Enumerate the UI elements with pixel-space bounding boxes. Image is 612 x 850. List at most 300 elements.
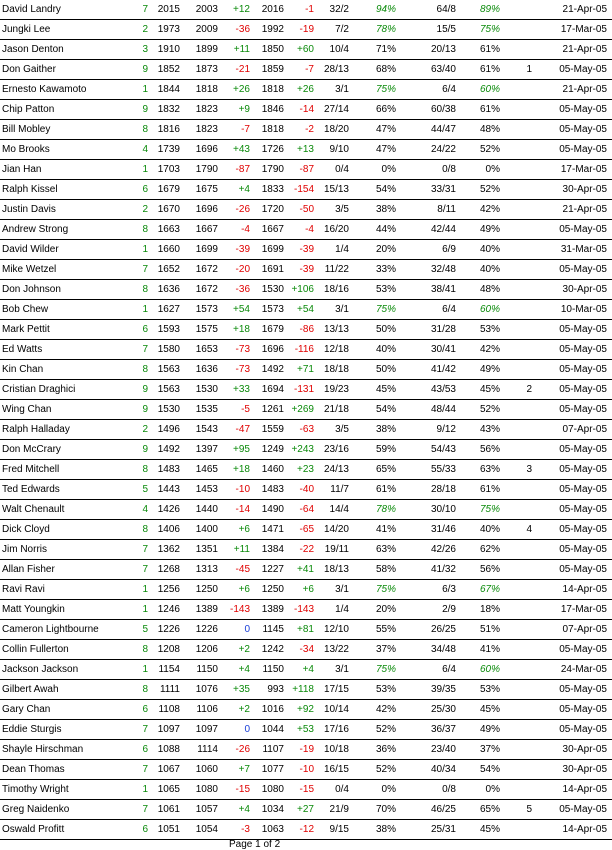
player-name: Bob Chew xyxy=(2,304,49,315)
match-record: 27/14 xyxy=(323,104,349,115)
match-win-pct: 54% xyxy=(375,404,396,415)
match-win-pct: 52% xyxy=(375,764,396,775)
last-played-date: 17-Mar-05 xyxy=(560,24,607,35)
rating-initial: 1818 xyxy=(261,124,284,135)
game-win-pct: 45% xyxy=(479,824,500,835)
rating-initial: 1573 xyxy=(261,304,284,315)
rating-change-total: -10 xyxy=(299,764,314,775)
match-win-pct: 36% xyxy=(375,744,396,755)
last-played-date: 05-May-05 xyxy=(559,504,607,515)
game-record: 42/44 xyxy=(430,224,456,235)
match-win-pct: 53% xyxy=(375,684,396,695)
rating-change-total: -143 xyxy=(293,604,314,615)
rating-change: -20 xyxy=(235,264,250,275)
rating-current: 1563 xyxy=(157,384,180,395)
match-win-pct: 52% xyxy=(375,724,396,735)
game-win-pct: 63% xyxy=(479,464,500,475)
rating-change: -73 xyxy=(235,364,250,375)
rating-change-total: +26 xyxy=(297,84,314,95)
match-win-pct: 33% xyxy=(375,264,396,275)
last-played-date: 30-Apr-05 xyxy=(562,284,607,295)
rating-current: 1208 xyxy=(157,644,180,655)
last-played-date: 05-May-05 xyxy=(559,724,607,735)
player-name: Jim Norris xyxy=(2,544,47,555)
match-win-pct: 47% xyxy=(375,144,396,155)
game-record: 6/4 xyxy=(442,84,456,95)
last-played-date: 05-May-05 xyxy=(559,64,607,75)
games-count: 1 xyxy=(142,664,148,675)
game-record: 38/41 xyxy=(430,284,456,295)
rating-change-total: -131 xyxy=(293,384,314,395)
player-name: Don McCrary xyxy=(2,444,61,455)
player-name: Kin Chan xyxy=(2,364,44,375)
table-row xyxy=(0,540,612,560)
rating-initial: 1699 xyxy=(261,244,284,255)
game-record: 39/35 xyxy=(430,684,456,695)
rating-previous: 1397 xyxy=(195,444,218,455)
games-count: 4 xyxy=(142,144,148,155)
rating-initial: 1261 xyxy=(261,404,284,415)
games-count: 9 xyxy=(142,404,148,415)
game-win-pct: 52% xyxy=(479,184,500,195)
last-played-date: 21-Apr-05 xyxy=(562,84,607,95)
table-row xyxy=(0,680,612,700)
game-win-pct: 52% xyxy=(479,404,500,415)
rating-initial: 1471 xyxy=(261,524,284,535)
games-count: 6 xyxy=(142,744,148,755)
rating-previous: 1873 xyxy=(195,64,218,75)
last-played-date: 07-Apr-05 xyxy=(562,624,607,635)
rating-current: 1832 xyxy=(157,104,180,115)
last-played-date: 14-Apr-05 xyxy=(562,784,607,795)
game-win-pct: 67% xyxy=(479,584,500,595)
rating-change: -143 xyxy=(229,604,250,615)
game-win-pct: 65% xyxy=(479,804,500,815)
player-name: Jason Denton xyxy=(2,44,64,55)
game-win-pct: 61% xyxy=(479,104,500,115)
rating-initial: 1016 xyxy=(261,704,284,715)
match-record: 11/7 xyxy=(330,484,349,495)
last-played-date: 05-May-05 xyxy=(559,144,607,155)
player-name: Gary Chan xyxy=(2,704,51,715)
rating-change: +35 xyxy=(233,684,250,695)
rating-change-total: -50 xyxy=(299,204,314,215)
rating-change: +4 xyxy=(238,804,250,815)
game-record: 40/34 xyxy=(430,764,456,775)
rating-previous: 1696 xyxy=(195,144,218,155)
last-played-date: 30-Apr-05 xyxy=(562,744,607,755)
rating-initial: 1483 xyxy=(261,484,284,495)
match-win-pct: 0% xyxy=(381,164,396,175)
match-record: 1/4 xyxy=(335,604,349,615)
rating-change-total: +60 xyxy=(297,44,314,55)
game-win-pct: 45% xyxy=(479,704,500,715)
match-record: 18/13 xyxy=(323,564,349,575)
rating-change: +11 xyxy=(233,544,250,555)
game-win-pct: 62% xyxy=(479,544,500,555)
match-win-pct: 75% xyxy=(375,584,396,595)
rating-change-total: -39 xyxy=(299,244,314,255)
rating-change-total: +4 xyxy=(302,664,314,675)
rating-change-total: -14 xyxy=(299,104,314,115)
last-played-date: 30-Apr-05 xyxy=(562,184,607,195)
table-row xyxy=(0,460,612,480)
player-name: Justin Davis xyxy=(2,204,56,215)
game-record: 36/37 xyxy=(430,724,456,735)
page-footer: Page 1 of 2 xyxy=(229,839,281,850)
table-row xyxy=(0,140,612,160)
table-row xyxy=(0,320,612,340)
match-record: 3/1 xyxy=(335,304,349,315)
match-record: 21/9 xyxy=(329,804,349,815)
last-played-date: 05-May-05 xyxy=(559,804,607,815)
rating-current: 1362 xyxy=(157,544,180,555)
rating-initial: 2016 xyxy=(261,4,284,15)
match-record: 10/18 xyxy=(323,744,349,755)
game-win-pct: 42% xyxy=(479,204,500,215)
rating-current: 1246 xyxy=(157,604,180,615)
table-row xyxy=(0,620,612,640)
game-record: 9/12 xyxy=(436,424,456,435)
games-count: 7 xyxy=(142,564,148,575)
rating-change: -87 xyxy=(235,164,250,175)
rating-previous: 1250 xyxy=(195,584,218,595)
rating-current: 1226 xyxy=(157,624,180,635)
player-name: Mike Wetzel xyxy=(2,264,57,275)
match-record: 15/13 xyxy=(323,184,349,195)
table-row xyxy=(0,40,612,60)
rating-current: 1580 xyxy=(157,344,180,355)
match-win-pct: 42% xyxy=(375,704,396,715)
game-win-pct: 40% xyxy=(479,524,500,535)
rating-current: 1663 xyxy=(157,224,180,235)
match-win-pct: 75% xyxy=(375,664,396,675)
table-row xyxy=(0,700,612,720)
match-win-pct: 53% xyxy=(375,284,396,295)
rating-change: +26 xyxy=(233,84,250,95)
games-count: 2 xyxy=(142,204,148,215)
match-win-pct: 65% xyxy=(375,464,396,475)
games-count: 1 xyxy=(142,84,148,95)
game-win-pct: 54% xyxy=(479,764,500,775)
match-record: 1/4 xyxy=(335,244,349,255)
last-played-date: 31-Mar-05 xyxy=(560,244,607,255)
rating-previous: 1206 xyxy=(195,644,218,655)
games-count: 9 xyxy=(142,384,148,395)
last-played-date: 21-Apr-05 xyxy=(562,204,607,215)
games-count: 6 xyxy=(142,704,148,715)
player-name: Dick Cloyd xyxy=(2,524,50,535)
rating-initial: 1384 xyxy=(261,544,284,555)
match-record: 28/13 xyxy=(323,64,349,75)
rating-previous: 1057 xyxy=(195,804,218,815)
rating-initial: 1818 xyxy=(261,84,284,95)
game-win-pct: 40% xyxy=(479,244,500,255)
table-row xyxy=(0,820,612,840)
games-count: 7 xyxy=(142,804,148,815)
rating-previous: 1060 xyxy=(195,764,218,775)
rating-previous: 1699 xyxy=(195,244,218,255)
last-played-date: 05-May-05 xyxy=(559,644,607,655)
games-count: 6 xyxy=(142,824,148,835)
game-record: 6/4 xyxy=(442,664,456,675)
game-win-pct: 0% xyxy=(485,164,500,175)
rating-previous: 1389 xyxy=(195,604,218,615)
match-record: 0/4 xyxy=(335,784,349,795)
rating-initial: 1694 xyxy=(261,384,284,395)
rating-current: 1496 xyxy=(157,424,180,435)
last-played-date: 24-Mar-05 xyxy=(560,664,607,675)
player-name: Jungki Lee xyxy=(2,24,51,35)
player-name: Collin Fullerton xyxy=(2,644,69,655)
match-record: 14/20 xyxy=(323,524,349,535)
match-win-pct: 63% xyxy=(375,544,396,555)
rating-change-total: +243 xyxy=(291,444,314,455)
rating-previous: 1543 xyxy=(195,424,218,435)
match-win-pct: 71% xyxy=(375,44,396,55)
player-name: Cameron Lightbourne xyxy=(2,624,99,635)
match-record: 9/10 xyxy=(329,144,349,155)
match-record: 9/15 xyxy=(329,824,349,835)
rating-current: 1679 xyxy=(157,184,180,195)
rating-change: 0 xyxy=(244,724,250,735)
match-win-pct: 41% xyxy=(375,524,396,535)
rating-change: -21 xyxy=(235,64,250,75)
rating-initial: 1250 xyxy=(261,584,284,595)
player-name: Jian Han xyxy=(2,164,42,175)
rating-change-total: -65 xyxy=(299,524,314,535)
place: 5 xyxy=(526,804,532,815)
rating-current: 1530 xyxy=(157,404,180,415)
rating-previous: 1106 xyxy=(196,704,218,715)
last-played-date: 07-Apr-05 xyxy=(562,424,607,435)
rating-previous: 1575 xyxy=(195,324,218,335)
game-record: 46/25 xyxy=(430,804,456,815)
match-record: 3/5 xyxy=(335,424,349,435)
rating-change-total: +269 xyxy=(291,404,314,415)
rating-initial: 1145 xyxy=(262,624,284,635)
match-record: 3/5 xyxy=(335,204,349,215)
rating-change-total: -63 xyxy=(299,424,314,435)
last-played-date: 05-May-05 xyxy=(559,704,607,715)
games-count: 9 xyxy=(142,64,148,75)
games-count: 8 xyxy=(142,684,148,695)
rating-initial: 1077 xyxy=(261,764,284,775)
rating-change-total: -22 xyxy=(299,544,314,555)
rating-previous: 2009 xyxy=(195,24,218,35)
match-win-pct: 20% xyxy=(375,604,396,615)
rating-change: +33 xyxy=(233,384,250,395)
match-win-pct: 38% xyxy=(375,424,396,435)
rating-change: +95 xyxy=(233,444,250,455)
game-record: 6/4 xyxy=(442,304,456,315)
rating-current: 1910 xyxy=(157,44,180,55)
rating-current: 1097 xyxy=(157,724,180,735)
table-row xyxy=(0,780,612,800)
game-win-pct: 40% xyxy=(479,264,500,275)
game-win-pct: 53% xyxy=(479,684,500,695)
rating-previous: 1465 xyxy=(195,464,218,475)
player-name: Mark Pettit xyxy=(2,324,50,335)
rating-current: 1088 xyxy=(157,744,180,755)
rating-initial: 1667 xyxy=(261,224,284,235)
rating-current: 1670 xyxy=(157,204,180,215)
last-played-date: 05-May-05 xyxy=(559,384,607,395)
match-record: 18/20 xyxy=(323,124,349,135)
table-row xyxy=(0,20,612,40)
player-name: Ted Edwards xyxy=(2,484,60,495)
table-row xyxy=(0,200,612,220)
game-win-pct: 52% xyxy=(479,144,500,155)
games-count: 7 xyxy=(142,344,148,355)
rating-previous: 1818 xyxy=(195,84,218,95)
games-count: 9 xyxy=(142,444,148,455)
rating-previous: 1226 xyxy=(195,624,218,635)
match-record: 32/2 xyxy=(329,4,349,15)
rating-current: 1108 xyxy=(158,704,180,715)
rating-initial: 1063 xyxy=(261,824,284,835)
last-played-date: 05-May-05 xyxy=(559,544,607,555)
rating-change: +18 xyxy=(233,464,250,475)
rating-current: 1256 xyxy=(157,584,180,595)
rating-previous: 1899 xyxy=(195,44,218,55)
place: 4 xyxy=(526,524,532,535)
table-row xyxy=(0,760,612,780)
rating-previous: 2003 xyxy=(195,4,218,15)
rating-initial: 1559 xyxy=(261,424,284,435)
last-played-date: 21-Apr-05 xyxy=(562,44,607,55)
rating-change: +2 xyxy=(238,704,250,715)
match-win-pct: 50% xyxy=(375,364,396,375)
games-count: 8 xyxy=(142,364,148,375)
rating-change: +43 xyxy=(233,144,250,155)
match-record: 7/2 xyxy=(335,24,349,35)
player-name: Oswald Profitt xyxy=(2,824,65,835)
last-played-date: 05-May-05 xyxy=(559,344,607,355)
place: 3 xyxy=(526,464,532,475)
table-row xyxy=(0,440,612,460)
match-record: 3/1 xyxy=(335,584,349,595)
match-record: 3/1 xyxy=(335,84,349,95)
match-record: 10/14 xyxy=(323,704,349,715)
table-row xyxy=(0,500,612,520)
rating-current: 1154 xyxy=(158,664,180,675)
rating-previous: 1150 xyxy=(196,664,218,675)
game-record: 32/48 xyxy=(430,264,456,275)
rating-change-total: +13 xyxy=(297,144,314,155)
game-record: 63/40 xyxy=(430,64,456,75)
rating-change-total: +81 xyxy=(297,624,314,635)
match-win-pct: 75% xyxy=(375,304,396,315)
last-played-date: 05-May-05 xyxy=(559,564,607,575)
rating-change-total: -86 xyxy=(299,324,314,335)
rating-change: +12 xyxy=(233,4,250,15)
rating-previous: 1636 xyxy=(195,364,218,375)
table-row xyxy=(0,360,612,380)
games-count: 9 xyxy=(142,104,148,115)
rating-previous: 1530 xyxy=(195,384,218,395)
table-row xyxy=(0,800,612,820)
player-name: Bill Mobley xyxy=(2,124,51,135)
last-played-date: 30-Apr-05 xyxy=(562,764,607,775)
rating-previous: 1672 xyxy=(195,264,218,275)
table-row xyxy=(0,0,612,20)
rating-previous: 1440 xyxy=(195,504,218,515)
rating-current: 1443 xyxy=(157,484,180,495)
game-win-pct: 53% xyxy=(479,324,500,335)
game-record: 15/5 xyxy=(436,24,456,35)
game-record: 28/18 xyxy=(430,484,456,495)
rating-initial: 1720 xyxy=(261,204,284,215)
rating-initial: 1850 xyxy=(261,44,284,55)
rating-change: +4 xyxy=(238,664,250,675)
games-count: 8 xyxy=(142,284,148,295)
rating-change: +7 xyxy=(238,764,250,775)
rating-initial: 1679 xyxy=(261,324,284,335)
rating-current: 1844 xyxy=(157,84,180,95)
rating-change-total: +53 xyxy=(297,724,314,735)
rating-change: -36 xyxy=(235,24,250,35)
match-win-pct: 94% xyxy=(375,4,396,15)
rating-change: -4 xyxy=(241,224,250,235)
rating-current: 1652 xyxy=(157,264,180,275)
game-record: 0/8 xyxy=(442,164,456,175)
table-row xyxy=(0,260,612,280)
games-count: 2 xyxy=(142,424,148,435)
player-name: Fred Mitchell xyxy=(2,464,60,475)
match-win-pct: 75% xyxy=(375,84,396,95)
rating-change: -36 xyxy=(235,284,250,295)
rating-current: 1111 xyxy=(159,684,180,695)
player-name: Allan Fisher xyxy=(2,564,55,575)
rating-change: -7 xyxy=(241,124,250,135)
player-name: Jackson Jackson xyxy=(2,664,79,675)
match-win-pct: 50% xyxy=(375,324,396,335)
game-record: 55/33 xyxy=(430,464,456,475)
games-count: 1 xyxy=(142,244,148,255)
rating-change-total: +27 xyxy=(297,804,314,815)
table-row xyxy=(0,720,612,740)
last-played-date: 10-Mar-05 xyxy=(560,304,607,315)
game-win-pct: 61% xyxy=(479,44,500,55)
match-win-pct: 44% xyxy=(375,224,396,235)
rating-initial: 1833 xyxy=(261,184,284,195)
last-played-date: 05-May-05 xyxy=(559,684,607,695)
rating-current: 1067 xyxy=(157,764,180,775)
table-row xyxy=(0,160,612,180)
rating-initial: 1227 xyxy=(261,564,284,575)
rating-change: -26 xyxy=(235,204,250,215)
match-record: 16/15 xyxy=(323,764,349,775)
games-count: 3 xyxy=(142,44,148,55)
player-name: Eddie Sturgis xyxy=(2,724,62,735)
last-played-date: 14-Apr-05 xyxy=(562,824,607,835)
rating-initial: 1790 xyxy=(261,164,284,175)
rating-change: -47 xyxy=(235,424,250,435)
match-record: 14/4 xyxy=(329,504,349,515)
rating-current: 1852 xyxy=(157,64,180,75)
rating-initial: 1080 xyxy=(261,784,284,795)
last-played-date: 05-May-05 xyxy=(559,364,607,375)
rating-current: 1483 xyxy=(157,464,180,475)
rating-previous: 1097 xyxy=(195,724,218,735)
table-row xyxy=(0,240,612,260)
last-played-date: 05-May-05 xyxy=(559,484,607,495)
game-win-pct: 49% xyxy=(479,224,500,235)
last-played-date: 05-May-05 xyxy=(559,404,607,415)
table-row xyxy=(0,180,612,200)
game-record: 0/8 xyxy=(442,784,456,795)
